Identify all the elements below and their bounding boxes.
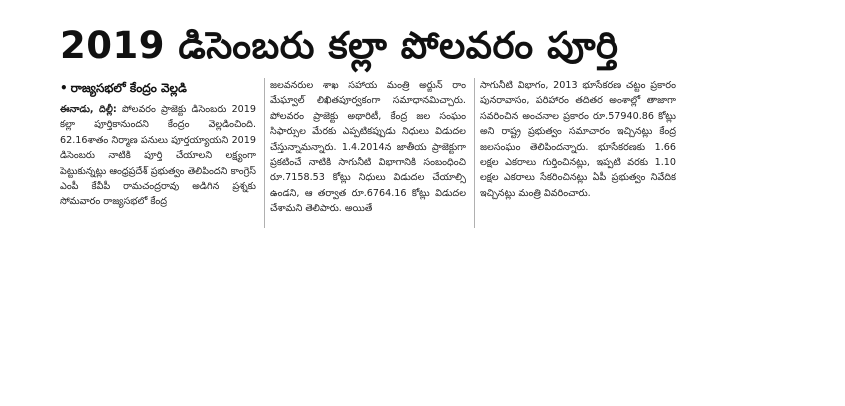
column-1-body: పోలవరం ప్రాజెక్టు డిసెంబరు 2019 కల్లా పూర్తికానుందని కేంద్రం వెల్లడించింది. 62.16శాతం నిర్మాణ పనులు పూర్తయ్యాయని 2019 డిసెంబరు నాటికి పూర్తి చేయాలని లక్ష్యంగా పెట్టుకున్నట్లు ఆంధ్రప్రదేశ్ ప్రభుత్వం తెలిపిందని కాంగ్రెస్ ఎంపీ కేవీపీ రామచంద్రరావు అడిగిన ప్రశ్నకు సోమవారం రాజ్యసభలో కేంద్ర [60,104,256,208]
article-columns [60,78,680,238]
subheadline [60,78,256,98]
newspaper-clipping [50,22,680,232]
article-column-3 [480,78,676,201]
dateline: ఈనాడు, దిల్లీ: [60,104,117,115]
headline: 2019 డిసెంబరు కల్లా పోలవరం పూర్తి [60,24,619,67]
column-3-body: సాగునీటి విభాగం, 2013 భూసేకరణ చట్టం ప్రకారం పునరావాసం, పరిహారం తదితర అంశాల్లో తాజాగా సవరించిన అంచనాల ప్రకారం రూ.57940.86 కోట్లు అని రాష్ట్ర ప్రభుత్వం సమాచారం ఇచ్చినట్లు కేంద్ర జలసంఘం తెలిపిందన్నారు. భూసేకరణకు 1.66 లక్షల ఎకరాలు గుర్తించినట్లు, ఇప్పటి వరకు 1.10 లక్షల ఎకరాలు సేకరించినట్లు ఏపీ ప్రభుత్వం నివేదిక ఇచ్చినట్లు మంత్రి వివరించారు. [480,80,676,199]
column-divider [474,78,475,228]
article-column-1 [60,78,256,210]
column-2-body: జలవనరుల శాఖ సహాయ మంత్రి అర్జున్ రాం మేఘ్వాల్ లిఖితపూర్వకంగా సమాధానమిచ్చారు. పోలవరం ప్రాజెక్టు అథారిటీ, కేంద్ర జల సంఘం సిఫార్సుల మేరకు ఎప్పటికప్పుడు నిధులు విడుదల చేస్తున్నామన్నారు. 1.4.2014న జాతీయ ప్రాజెక్టుగా ప్రకటించే నాటికి సాగునీటి విభాగానికి సంబంధించి రూ.7158.53 కోట్లు నిధులు విడుదల చేయాల్సి ఉండని, ఆ తర్వాత రూ.6764.16 కోట్లు విడుదల చేశామని తెలిపారు. అయితే [270,80,466,215]
bullet-icon: • [60,81,68,95]
article-column-2 [270,78,466,217]
subheadline-text: రాజ్యసభలో కేంద్రం వెల్లడి [70,81,187,95]
column-divider [264,78,265,228]
